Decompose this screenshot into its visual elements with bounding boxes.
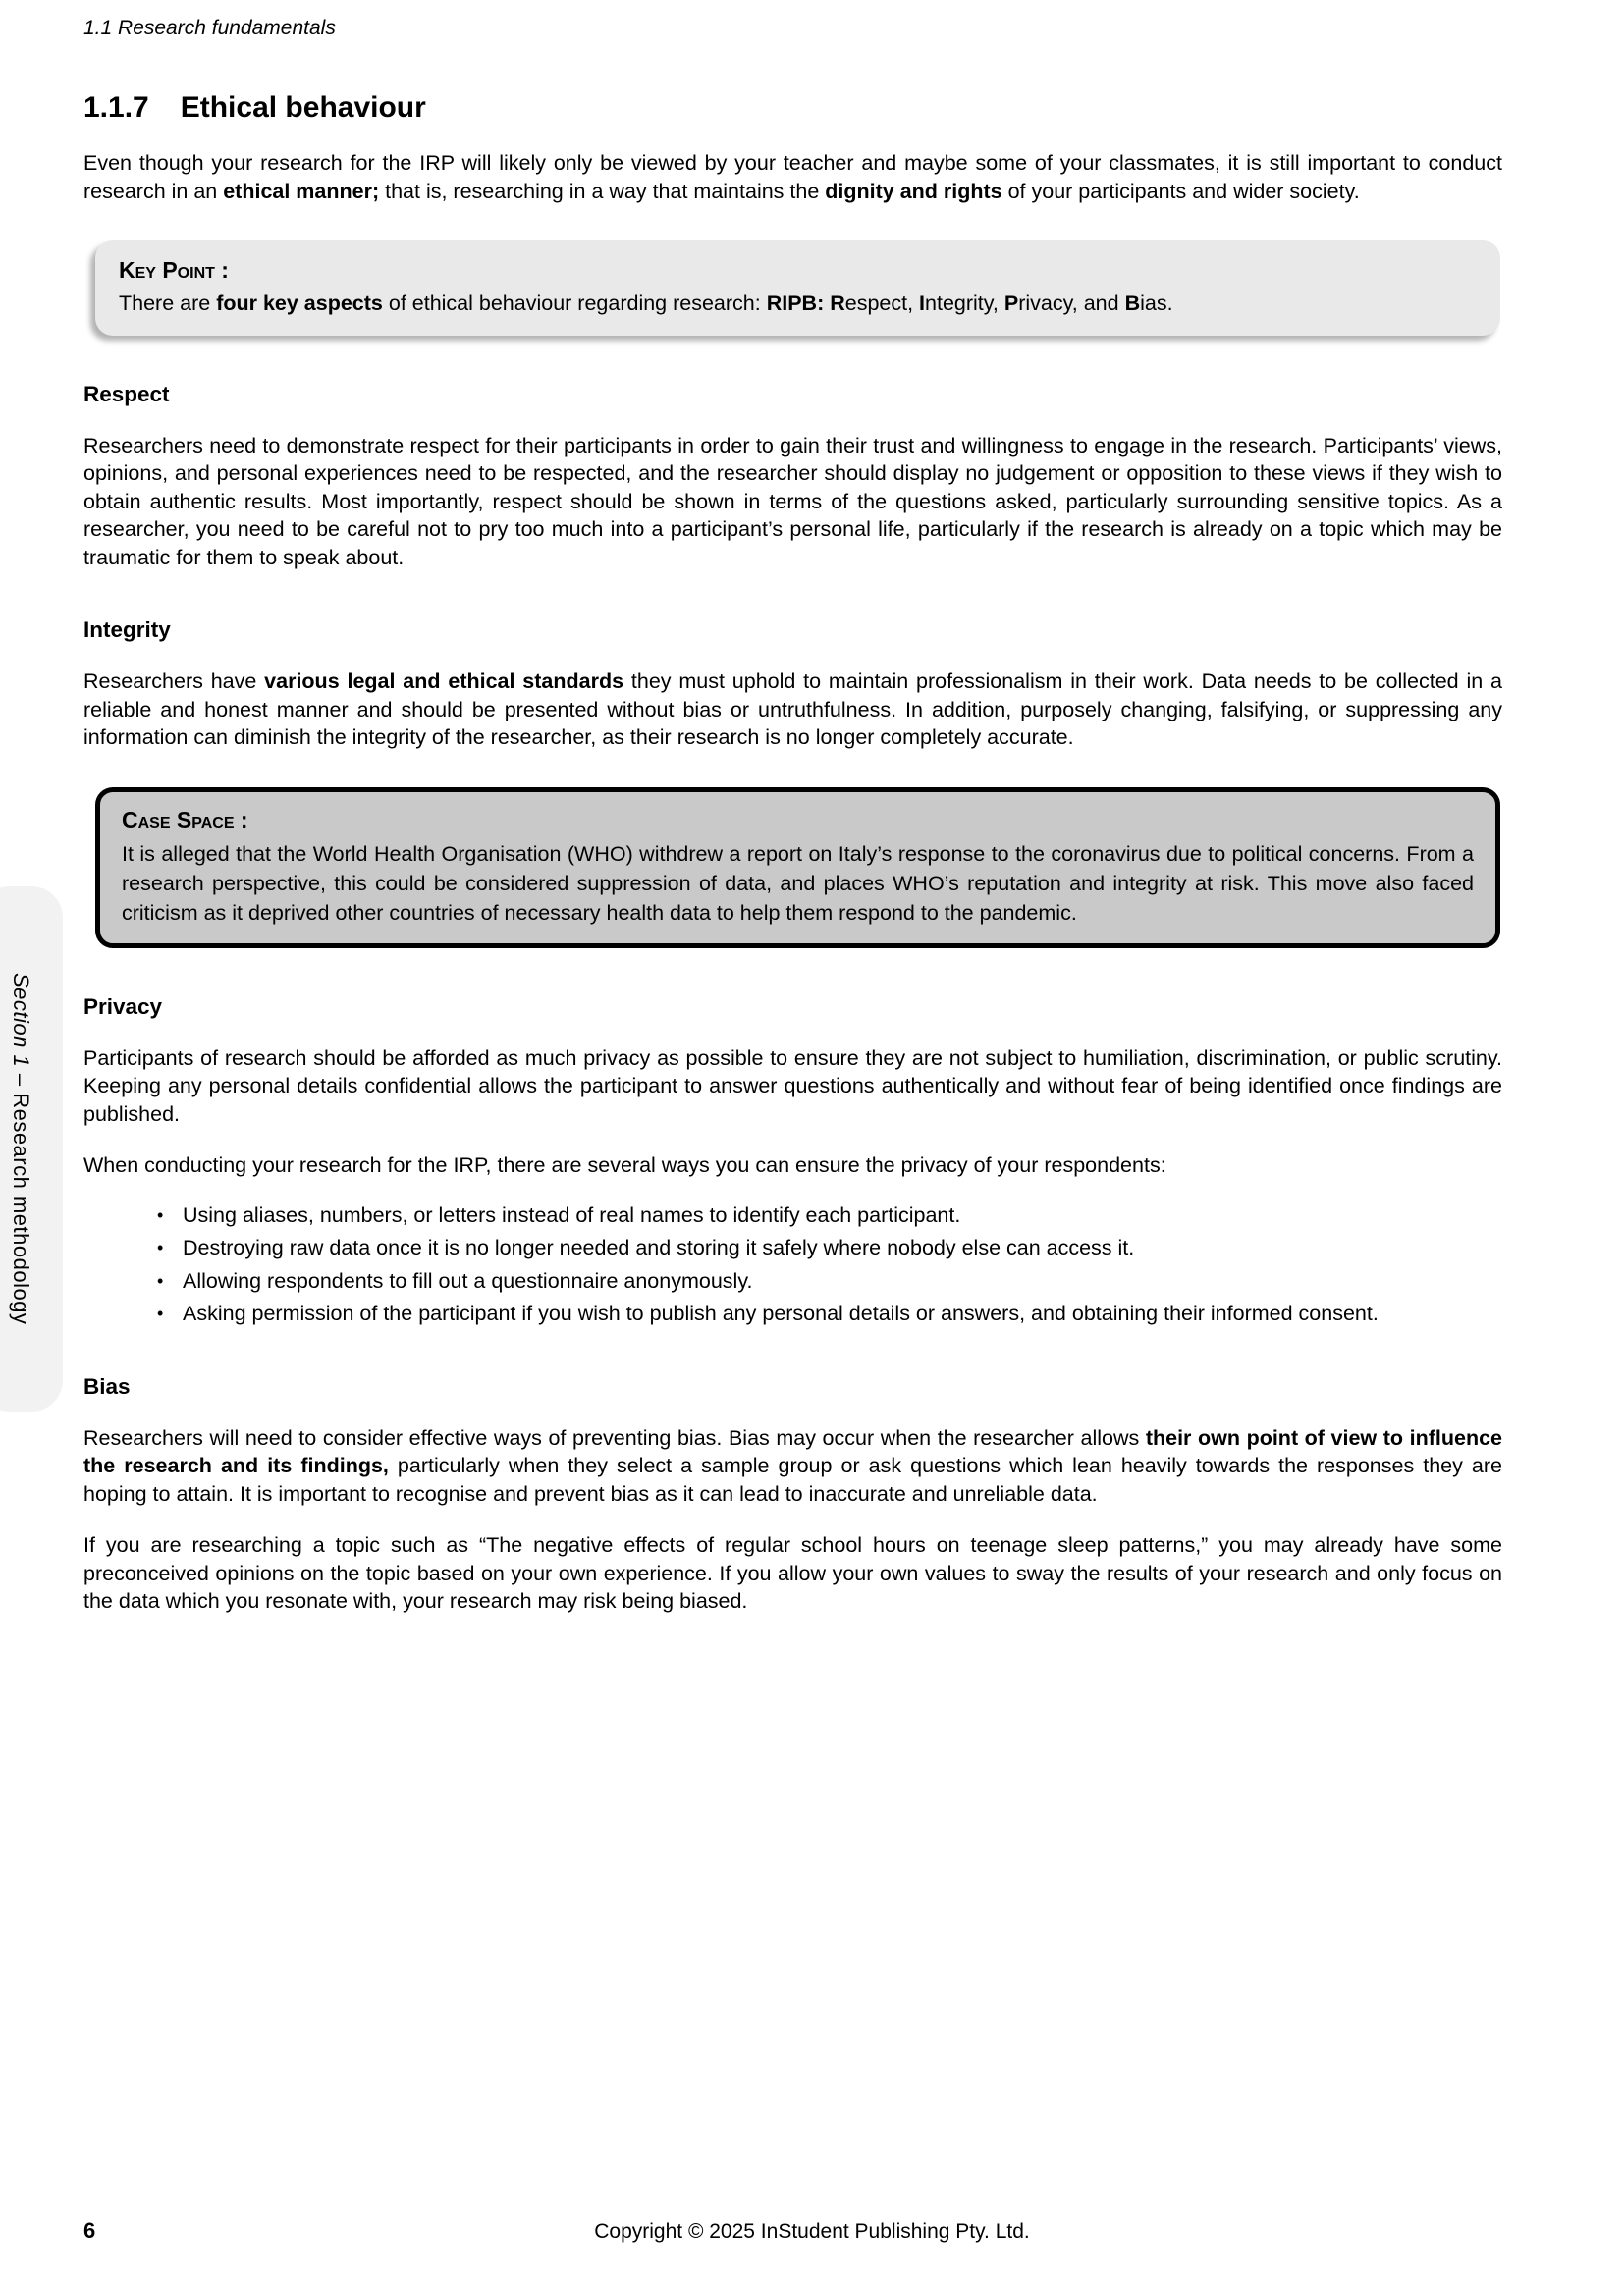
respect-heading: Respect [83,381,170,406]
sidebar-label [8,973,33,1324]
copyright: Copyright © 2025 InStudent Publishing Pty. Ltd. [594,2220,1030,2243]
intro-paragraph: Even though your research for the IRP will likely only be viewed by your teacher and maybe some of your classmates, it is still important to conduct research in an ethical manner; that is, researching in a way that maintains the dignity and rights of your participants and wider society. [83,151,1502,203]
section-number: 1.1.7 [83,91,149,124]
privacy-bullet-list [83,1201,1502,1328]
integrity-paragraph: Researchers have various legal and ethical standards they must uphold to maintain professionalism in their work. Data needs to be collected in a reliable and honest manner and should be presented without bias or untruthfulness. In addition, purposely changing, falsifying, or suppressing any information can diminish the integrity of the researcher, as their research is no longer completely accurate. [83,669,1502,749]
key-point-text: There are four key aspects of ethical behaviour regarding research: RIPB: Respect, Integrity, Privacy, and Bias. [119,292,1173,315]
respect-paragraph: Researchers need to demonstrate respect for their participants in order to gain their trust and willingness to engage in the research. Participants’ views, opinions, and personal experiences need to be respected, and the researcher should display no judgement or opposition to these views if they wish to obtain authentic results. Most importantly, respect should be shown in terms of the questions asked, particularly surrounding sensitive topics. As a researcher, you need to be careful not to pry too much into a participant’s personal life, particularly if the research is already on a topic which may be traumatic for them to speak about. [83,433,1502,569]
key-point-label: Key Point : [119,257,229,283]
case-space-box [95,787,1500,948]
integrity-heading: Integrity [83,617,171,642]
privacy-paragraph-1: Participants of research should be afforded as much privacy as possible to ensure they are not subject to humiliation, discrimination, or public scrutiny. Keeping any personal details confidential allows the participant to answer questions authentically and without fear of being identified once findings are published. [83,1045,1502,1126]
sidebar-tab [0,886,63,1412]
list-item: • Using aliases, numbers, or letters instead of real names to identify each participant. [157,1201,1502,1230]
section-heading [83,90,1502,126]
sidebar-label-section: Section 1 [9,973,33,1068]
list-item: • Destroying raw data once it is no longer needed and storing it safely where nobody else can access it. [157,1234,1502,1262]
bias-paragraph-1: Researchers will need to consider effective ways of preventing bias. Bias may occur when the researcher allows their own point of view to influence the research and its findings, particularly when they select a sample group or ask questions which lean heavily towards the responses they are hoping to attain. It is important to recognise and prevent bias as it can lead to inaccurate and unreliable data. [83,1425,1502,1506]
section-title: Ethical behaviour [180,91,426,124]
key-point-box [95,240,1500,336]
list-item: • Allowing respondents to fill out a questionnaire anonymously. [157,1267,1502,1296]
privacy-paragraph-2: When conducting your research for the IRP, there are several ways you can ensure the privacy of your respondents: [83,1153,1166,1177]
case-space-text: It is alleged that the World Health Organisation (WHO) withdrew a report on Italy’s response to the coronavirus due to political concerns. From a research perspective, this could be considered suppression of data, and places WHO’s reputation and integrity at risk. This move also faced criticism as it deprived other countries of necessary health data to help them respond to the pandemic. [122,841,1474,925]
sidebar-label-topic: – Research methodology [9,1067,33,1325]
bias-heading: Bias [83,1373,131,1399]
list-item: • Asking permission of the participant if you wish to publish any personal details or answers, and obtaining their informed consent. [157,1300,1502,1328]
running-header: 1.1 Research fundamentals [83,17,336,39]
privacy-heading: Privacy [83,993,163,1019]
case-space-label: Case Space : [122,806,248,832]
bias-paragraph-2: If you are researching a topic such as “The negative effects of regular school hours on teenage sleep patterns,” you may already have some preconceived opinions on the topic based on your own experience. If you allow your own values to sway the results of your research and only focus on the data which you resonate with, your research may risk being biased. [83,1533,1502,1613]
page-number: 6 [83,2218,96,2243]
page-content [83,0,1502,1616]
